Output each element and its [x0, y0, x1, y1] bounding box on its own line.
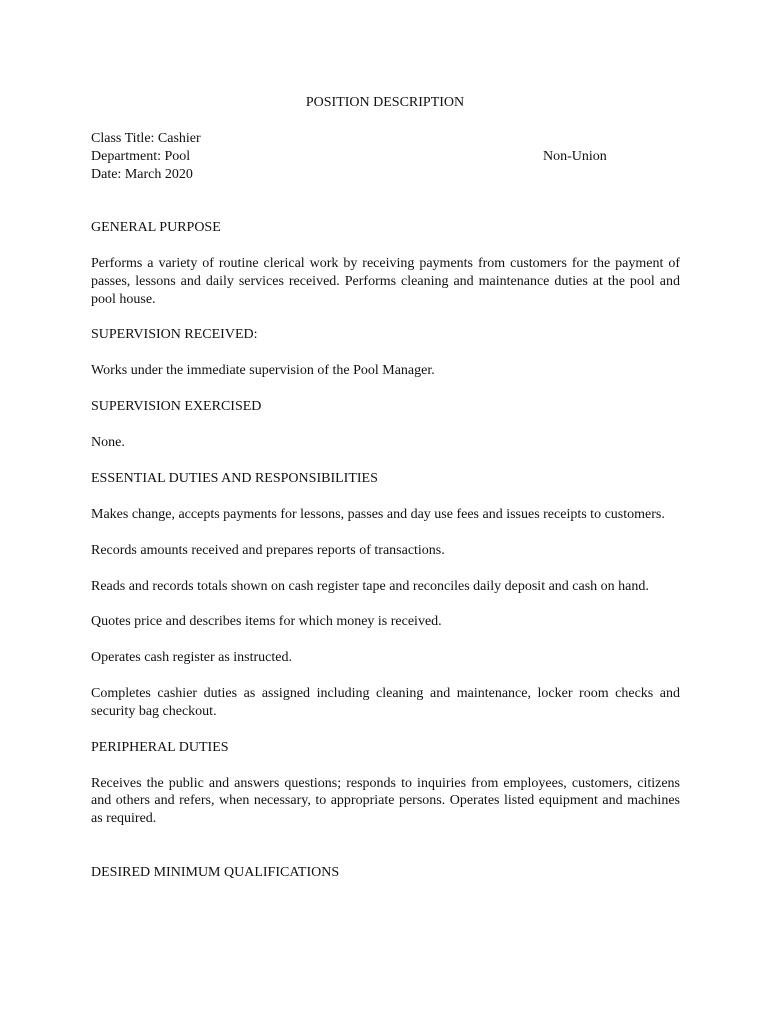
peripheral-duties-heading: PERIPHERAL DUTIES — [91, 739, 229, 755]
essential-duties-heading: ESSENTIAL DUTIES AND RESPONSIBILITIES — [91, 470, 378, 486]
essential-duty-item: Operates cash register as instructed. — [91, 650, 292, 666]
department: Department: Pool — [91, 149, 191, 164]
essential-duty-item: Quotes price and describes items for which money is received. — [91, 614, 442, 630]
supervision-exercised-text: None. — [91, 435, 125, 451]
document-body — [91, 219, 680, 882]
general-purpose-heading: GENERAL PURPOSE — [91, 220, 221, 235]
document-title: POSITION DESCRIPTION — [305, 95, 465, 110]
essential-duty-item: Records amounts received and prepares reports of transactions. — [91, 542, 445, 558]
general-purpose-text: Performs a variety of routine clerical work by receiving payments from customers for the payment of passes, lessons and daily services received. Performs cleaning and maintenance duties at the pool and pool house. — [91, 256, 680, 307]
date: Date: March 2020 — [91, 167, 193, 182]
essential-duty-item: Makes change, accepts payments for lessons, passes and day use fees and issues receipts to customers. — [91, 506, 665, 522]
class-title: Class Title: Cashier — [91, 131, 201, 146]
position-meta — [91, 130, 201, 184]
supervision-exercised-heading: SUPERVISION EXERCISED — [91, 399, 262, 415]
supervision-received-text: Works under the immediate supervision of the Pool Manager. — [91, 363, 435, 379]
union-status: Non-Union — [543, 149, 607, 164]
essential-duty-item: Reads and records totals shown on cash register tape and reconciles daily deposit and cash on hand. — [91, 578, 649, 594]
desired-qualifications-heading: DESIRED MINIMUM QUALIFICATIONS — [91, 864, 340, 880]
peripheral-duties-text: Receives the public and answers questions; responds to inquiries from employees, customers, citizens and others and refers, when necessary, to appropriate persons. Operates listed equipment and machines as required. — [91, 775, 680, 827]
supervision-received-heading: SUPERVISION RECEIVED: — [91, 327, 258, 343]
essential-duty-item: Completes cashier duties as assigned including cleaning and maintenance, locker room checks and security bag checkout. — [91, 685, 680, 719]
